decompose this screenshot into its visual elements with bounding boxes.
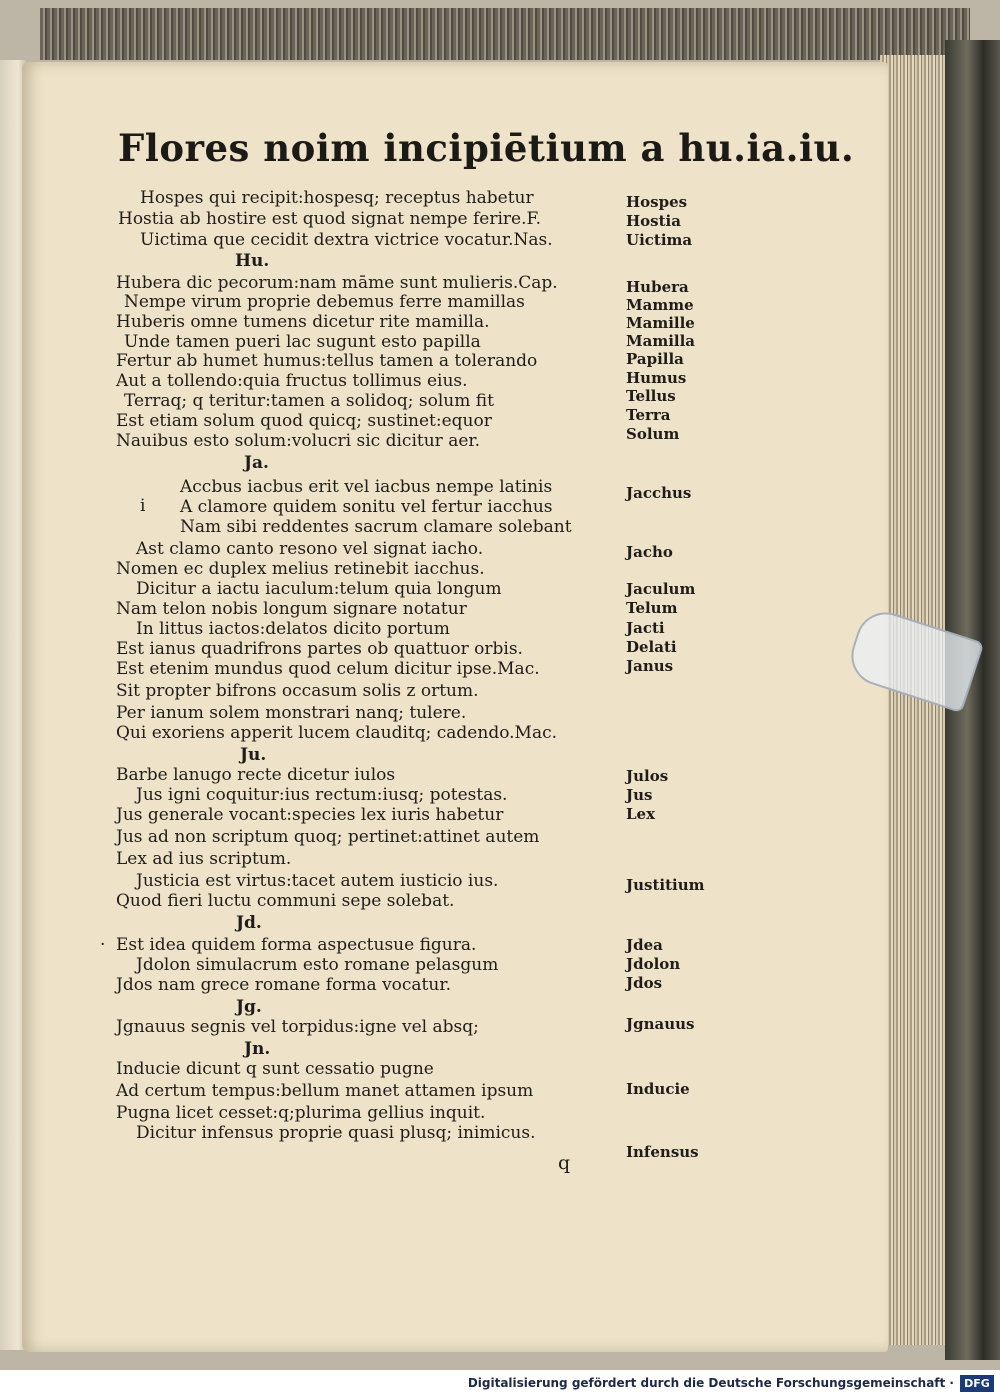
text-line: Justicia est virtus:tacet autem iusticio ius. [136, 871, 499, 891]
text-line: Qui exoriens apperit lucem clauditq; cadendo.Mac. [116, 723, 558, 743]
text-line: Lex ad ius scriptum. [116, 849, 292, 869]
text-line: Jgnauus segnis vel torpidus:igne vel absq; [116, 1017, 479, 1037]
margin-note: Lex [626, 805, 656, 823]
text-line: Jdolon simulacrum esto romane pelasgum [136, 955, 499, 975]
footer-bar [0, 1372, 1000, 1396]
text-line: Per ianum solem monstrari nanq; tulere. [116, 703, 467, 723]
text-line: Est etenim mundus quod celum dicitur ipse.Mac. [116, 659, 540, 679]
margin-note: Jdea [626, 936, 663, 954]
section-heading: Ja. [244, 453, 269, 473]
margin-note: Janus [626, 657, 674, 675]
text-line: Est ianus quadrifrons partes ob quattuor orbis. [116, 639, 523, 659]
margin-note: Jacti [626, 619, 665, 637]
footer-credit: Digitalisierung gefördert durch die Deutsche Forschungsgemeinschaft · [467, 1376, 954, 1390]
margin-note: Jdolon [626, 955, 681, 973]
text-line: Est idea quidem forma aspectusue figura. [116, 935, 477, 955]
text-line: Unde tamen pueri lac sugunt esto papilla [124, 332, 481, 352]
margin-note: Humus [626, 369, 687, 387]
text-line: Aut a tollendo:quia fructus tollimus eius. [116, 371, 468, 391]
margin-note: Hostia [626, 212, 681, 230]
text-line: Uictima que cecidit dextra victrice vocatur.Nas. [140, 230, 553, 250]
text-line: Est etiam solum quod quicq; sustinet:equor [116, 411, 492, 431]
signature-mark: q [558, 1152, 571, 1174]
text-line: Dicitur infensus proprie quasi plusq; inimicus. [136, 1123, 536, 1143]
margin-note: Solum [626, 425, 680, 443]
text-line: Jdos nam grece romane forma vocatur. [116, 975, 452, 995]
section-heading: Jd. [236, 913, 262, 933]
section-heading: Jn. [244, 1039, 271, 1059]
margin-note: Infensus [626, 1143, 699, 1161]
margin-note: Jacho [626, 543, 673, 561]
margin-note: Jacchus [626, 484, 692, 502]
margin-note: Papilla [626, 350, 684, 368]
text-line: Quod fieri luctu communi sepe solebat. [116, 891, 455, 911]
text-line: Jus generale vocant:species lex iuris habetur [116, 805, 504, 825]
section-heading: Jg. [236, 997, 262, 1017]
margin-note: Jgnauus [626, 1015, 695, 1033]
side-mark: · [100, 935, 106, 955]
text-line: Hospes qui recipit:hospesq; receptus habetur [140, 188, 534, 208]
text-line: Dicitur a iactu iaculum:telum quia longum [136, 579, 502, 599]
margin-note: Telum [626, 599, 678, 617]
text-line: Ad certum tempus:bellum manet attamen ipsum [116, 1081, 534, 1101]
text-line: Nomen ec duplex melius retinebit iacchus. [116, 559, 485, 579]
text-line: Hubera dic pecorum:nam māme sunt mulieris.Cap. [116, 273, 558, 293]
text-line: Fertur ab humet humus:tellus tamen a tolerando [116, 351, 538, 371]
margin-note: Hubera [626, 278, 689, 296]
margin-note: Inducie [626, 1080, 690, 1098]
margin-note: Justitium [626, 876, 705, 894]
text-line: Nauibus esto solum:volucri sic dicitur aer. [116, 431, 481, 451]
text-line: A clamore quidem sonitu vel fertur iacchus [180, 497, 553, 517]
side-mark: i [140, 496, 146, 516]
page-title: Flores noim incipiētium a hu.ia.iu. [118, 126, 855, 170]
text-line: In littus iactos:delatos dicito portum [136, 619, 450, 639]
text-line: Nempe virum proprie debemus ferre mamillas [124, 292, 525, 312]
text-line: Jus ad non scriptum quoq; pertinet:attinet autem [116, 827, 540, 847]
margin-note: Mamme [626, 296, 694, 314]
margin-note: Mamille [626, 314, 695, 332]
margin-note: Hospes [626, 193, 688, 211]
text-line: Nam sibi reddentes sacrum clamare solebant [180, 517, 572, 537]
margin-note: Tellus [626, 387, 676, 405]
margin-note: Uictima [626, 231, 693, 249]
text-line: Pugna licet cesset:q;plurima gellius inquit. [116, 1103, 486, 1123]
margin-note: Terra [626, 406, 671, 424]
text-line: Hostia ab hostire est quod signat nempe ferire.F. [118, 209, 542, 229]
text-line: Accbus iacbus erit vel iacbus nempe latinis [180, 477, 553, 497]
margin-note: Jaculum [626, 580, 696, 598]
margin-note: Jdos [626, 974, 663, 992]
margin-note: Delati [626, 638, 677, 656]
text-line: Inducie dicunt q sunt cessatio pugne [116, 1059, 434, 1079]
margin-note: Jus [626, 786, 653, 804]
section-heading: Hu. [235, 251, 270, 271]
text-line: Nam telon nobis longum signare notatur [116, 599, 467, 619]
margin-note: Julos [626, 767, 669, 785]
text-line: Jus igni coquitur:ius rectum:iusq; potestas. [136, 785, 508, 805]
book-top-edge [40, 8, 970, 60]
section-heading: Ju. [240, 745, 267, 765]
margin-note: Mamilla [626, 332, 696, 350]
text-line: Barbe lanugo recte dicetur iulos [116, 765, 396, 785]
text-line: Terraq; q teritur:tamen a solidoq; solum fit [124, 391, 494, 411]
dfg-logo: DFG [960, 1375, 994, 1392]
text-line: Ast clamo canto resono vel signat iacho. [136, 539, 484, 559]
text-line: Sit propter bifrons occasum solis z ortum. [116, 681, 479, 701]
text-line: Huberis omne tumens dicetur rite mamilla. [116, 312, 490, 332]
